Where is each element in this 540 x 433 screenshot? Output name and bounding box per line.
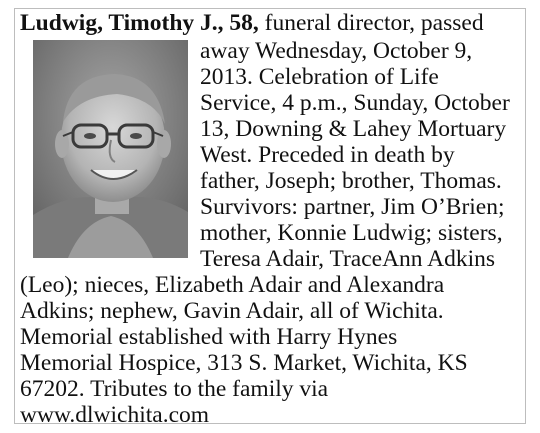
headline [20,10,484,36]
body-line: mother, Konnie Ludwig; sisters, [200,220,503,246]
body-line: 13, Downing & Lahey Mortuary [200,116,507,142]
website-link[interactable]: www.dlwichita.com [20,402,210,428]
body-line: father, Joseph; brother, Thomas. [200,168,502,194]
body-line: 2013. Celebration of Life [200,64,439,90]
body-line: Teresa Adair, TraceAnn Adkins [200,246,496,272]
deceased-name: Ludwig, Timothy J., 58, [20,10,259,36]
body-line: 67202. Tributes to the family via [20,376,329,402]
body-line: Survivors: partner, Jim O’Brien; [200,194,505,220]
body-line: (Leo); nieces, Elizabeth Adair and Alexandra [20,272,445,298]
body-line: away Wednesday, October 9, [200,38,473,64]
body-line: Adkins; nephew, Gavin Adair, all of Wichita. [20,298,444,324]
portrait-photo [33,40,188,258]
body-line: Memorial Hospice, 313 S. Market, Wichita, KS [20,350,468,376]
headline-rest: funeral director, passed [258,10,484,36]
body-line: Memorial established with Harry Hynes [20,324,398,350]
body-line: Service, 4 p.m., Sunday, October [200,90,510,116]
portrait-illustration [33,40,188,258]
body-line: West. Preceded in death by [200,142,455,168]
